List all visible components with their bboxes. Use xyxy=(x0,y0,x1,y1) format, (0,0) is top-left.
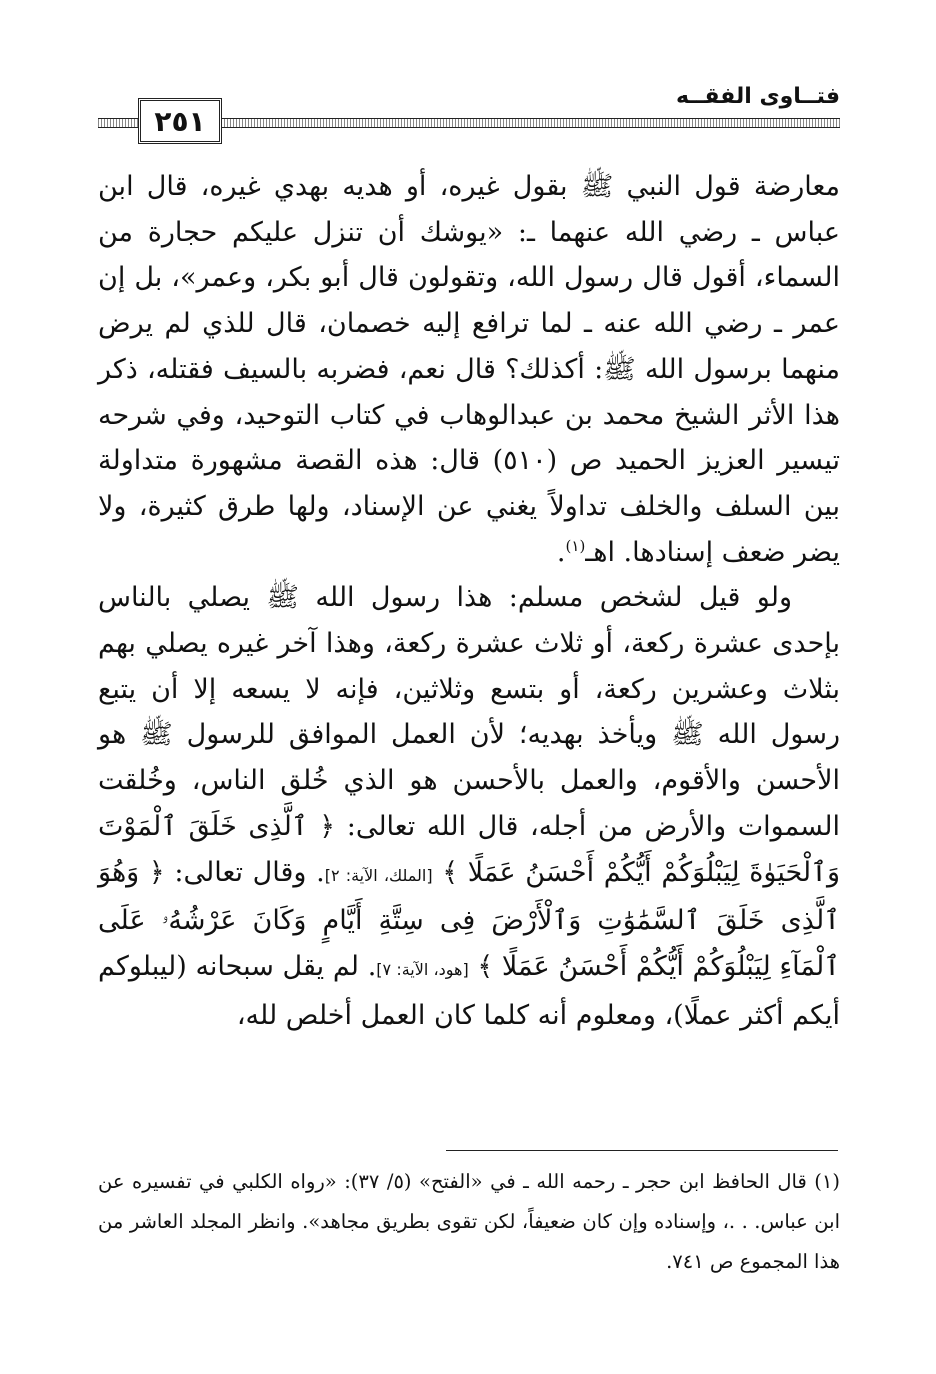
paragraph-2-text-c: . لم يقل سبحانه (ليبلوكم أيكم أكثر عملًا)، ومعلوم أنه كلما كان العمل أخلص لله، xyxy=(98,950,840,1031)
paragraph-1 xyxy=(98,164,840,575)
paragraph-2-text-a: ولو قيل لشخص مسلم: هذا رسول الله ﷺ يصلي بالناس بإحدى عشرة ركعة، أو ثلاث عشرة ركعة، وهذا آخر غيره يصلي بهم بثلاث وعشرين ركعة، أو بتسع وثلاثين، فإنه لا يسعه إلا أن يتبع رسول الله ﷺ ويأخذ بهديه؛ لأن العمل الموافق للرسول ﷺ هو الأحسن والأقوم، والعمل بالأحسن هو الذي خُلق الناس، وخُلقت السموات والأرض من أجله، قال الله تعالى: xyxy=(98,582,840,842)
footnotes xyxy=(98,1162,840,1282)
quran-verse-2: ﴿ وَهُوَ ٱلَّذِى خَلَقَ ٱلسَّمَٰوَٰتِ وَٱلْأَرْضَ فِى سِتَّةِ أَيَّامٍ وَكَانَ عَرْشُهُۥ عَلَى ٱلْمَآءِ لِيَبْلُوَكُمْ أَيُّكُمْ أَحْسَنُ عَمَلًا ﴾ xyxy=(98,856,840,982)
paragraph-1-text: معارضة قول النبي ﷺ بقول غيره، أو هديه بهدي غيره، قال ابن عباس ـ رضي الله عنهما ـ: «يوشك أن تنزل عليكم حجارة من السماء، أقول قال رسول الله، وتقولون قال أبو بكر، وعمر»، بل إن عمر ـ رضي الله عنه ـ لما ترافع إليه خصمان، قال للذي لم يرض منهما برسول الله ﷺ: أكذلك؟ قال نعم، فضربه بالسيف فقتله، ذكر هذا الأثر الشيخ محمد بن عبدالوهاب في كتاب التوحيد، وفي شرحه تيسير العزيز الحميد ص (٥١٠) قال: هذه القصة مشهورة متداولة بين السلف والخلف تداولاً يغني عن الإسناد، ولها طرق كثيرة، ولا يضر ضعف إسنادها. اهـ xyxy=(98,171,840,568)
quran-verse-1: ﴿ ٱلَّذِى خَلَقَ ٱلْمَوْتَ وَٱلْحَيَوٰةَ لِيَبْلُوَكُمْ أَيُّكُمْ أَحْسَنُ عَمَلًا ﴾ xyxy=(98,810,840,888)
quran-ref-1: [الملك، الآية: ٢] xyxy=(324,865,433,885)
quran-ref-2: [هود، الآية: ٧] xyxy=(376,959,469,979)
footnote-marker: (١) xyxy=(565,536,586,555)
paragraph-2 xyxy=(98,575,840,1038)
paragraph-2-text-b: . وقال تعالى: xyxy=(174,856,325,888)
page-header xyxy=(98,78,840,136)
main-text xyxy=(98,164,840,1038)
paragraph-1-end: . xyxy=(556,536,566,568)
running-title: فتــاوى الفقــه xyxy=(666,84,840,109)
footnote-separator xyxy=(446,1150,838,1151)
footnote-1: (١) قال الحافظ ابن حجر ـ رحمه الله ـ في «الفتح» (٥/ ٣٧): «رواه الكلبي في تفسيره عن ابن عباس. . .، وإسناده وإن كان ضعيفاً، لكن تقوى بطريق مجاهد». وانظر المجلد العاشر من هذا المجموع ص ٧٤١. xyxy=(98,1170,840,1273)
page-number: ٢٥١ xyxy=(138,98,222,144)
